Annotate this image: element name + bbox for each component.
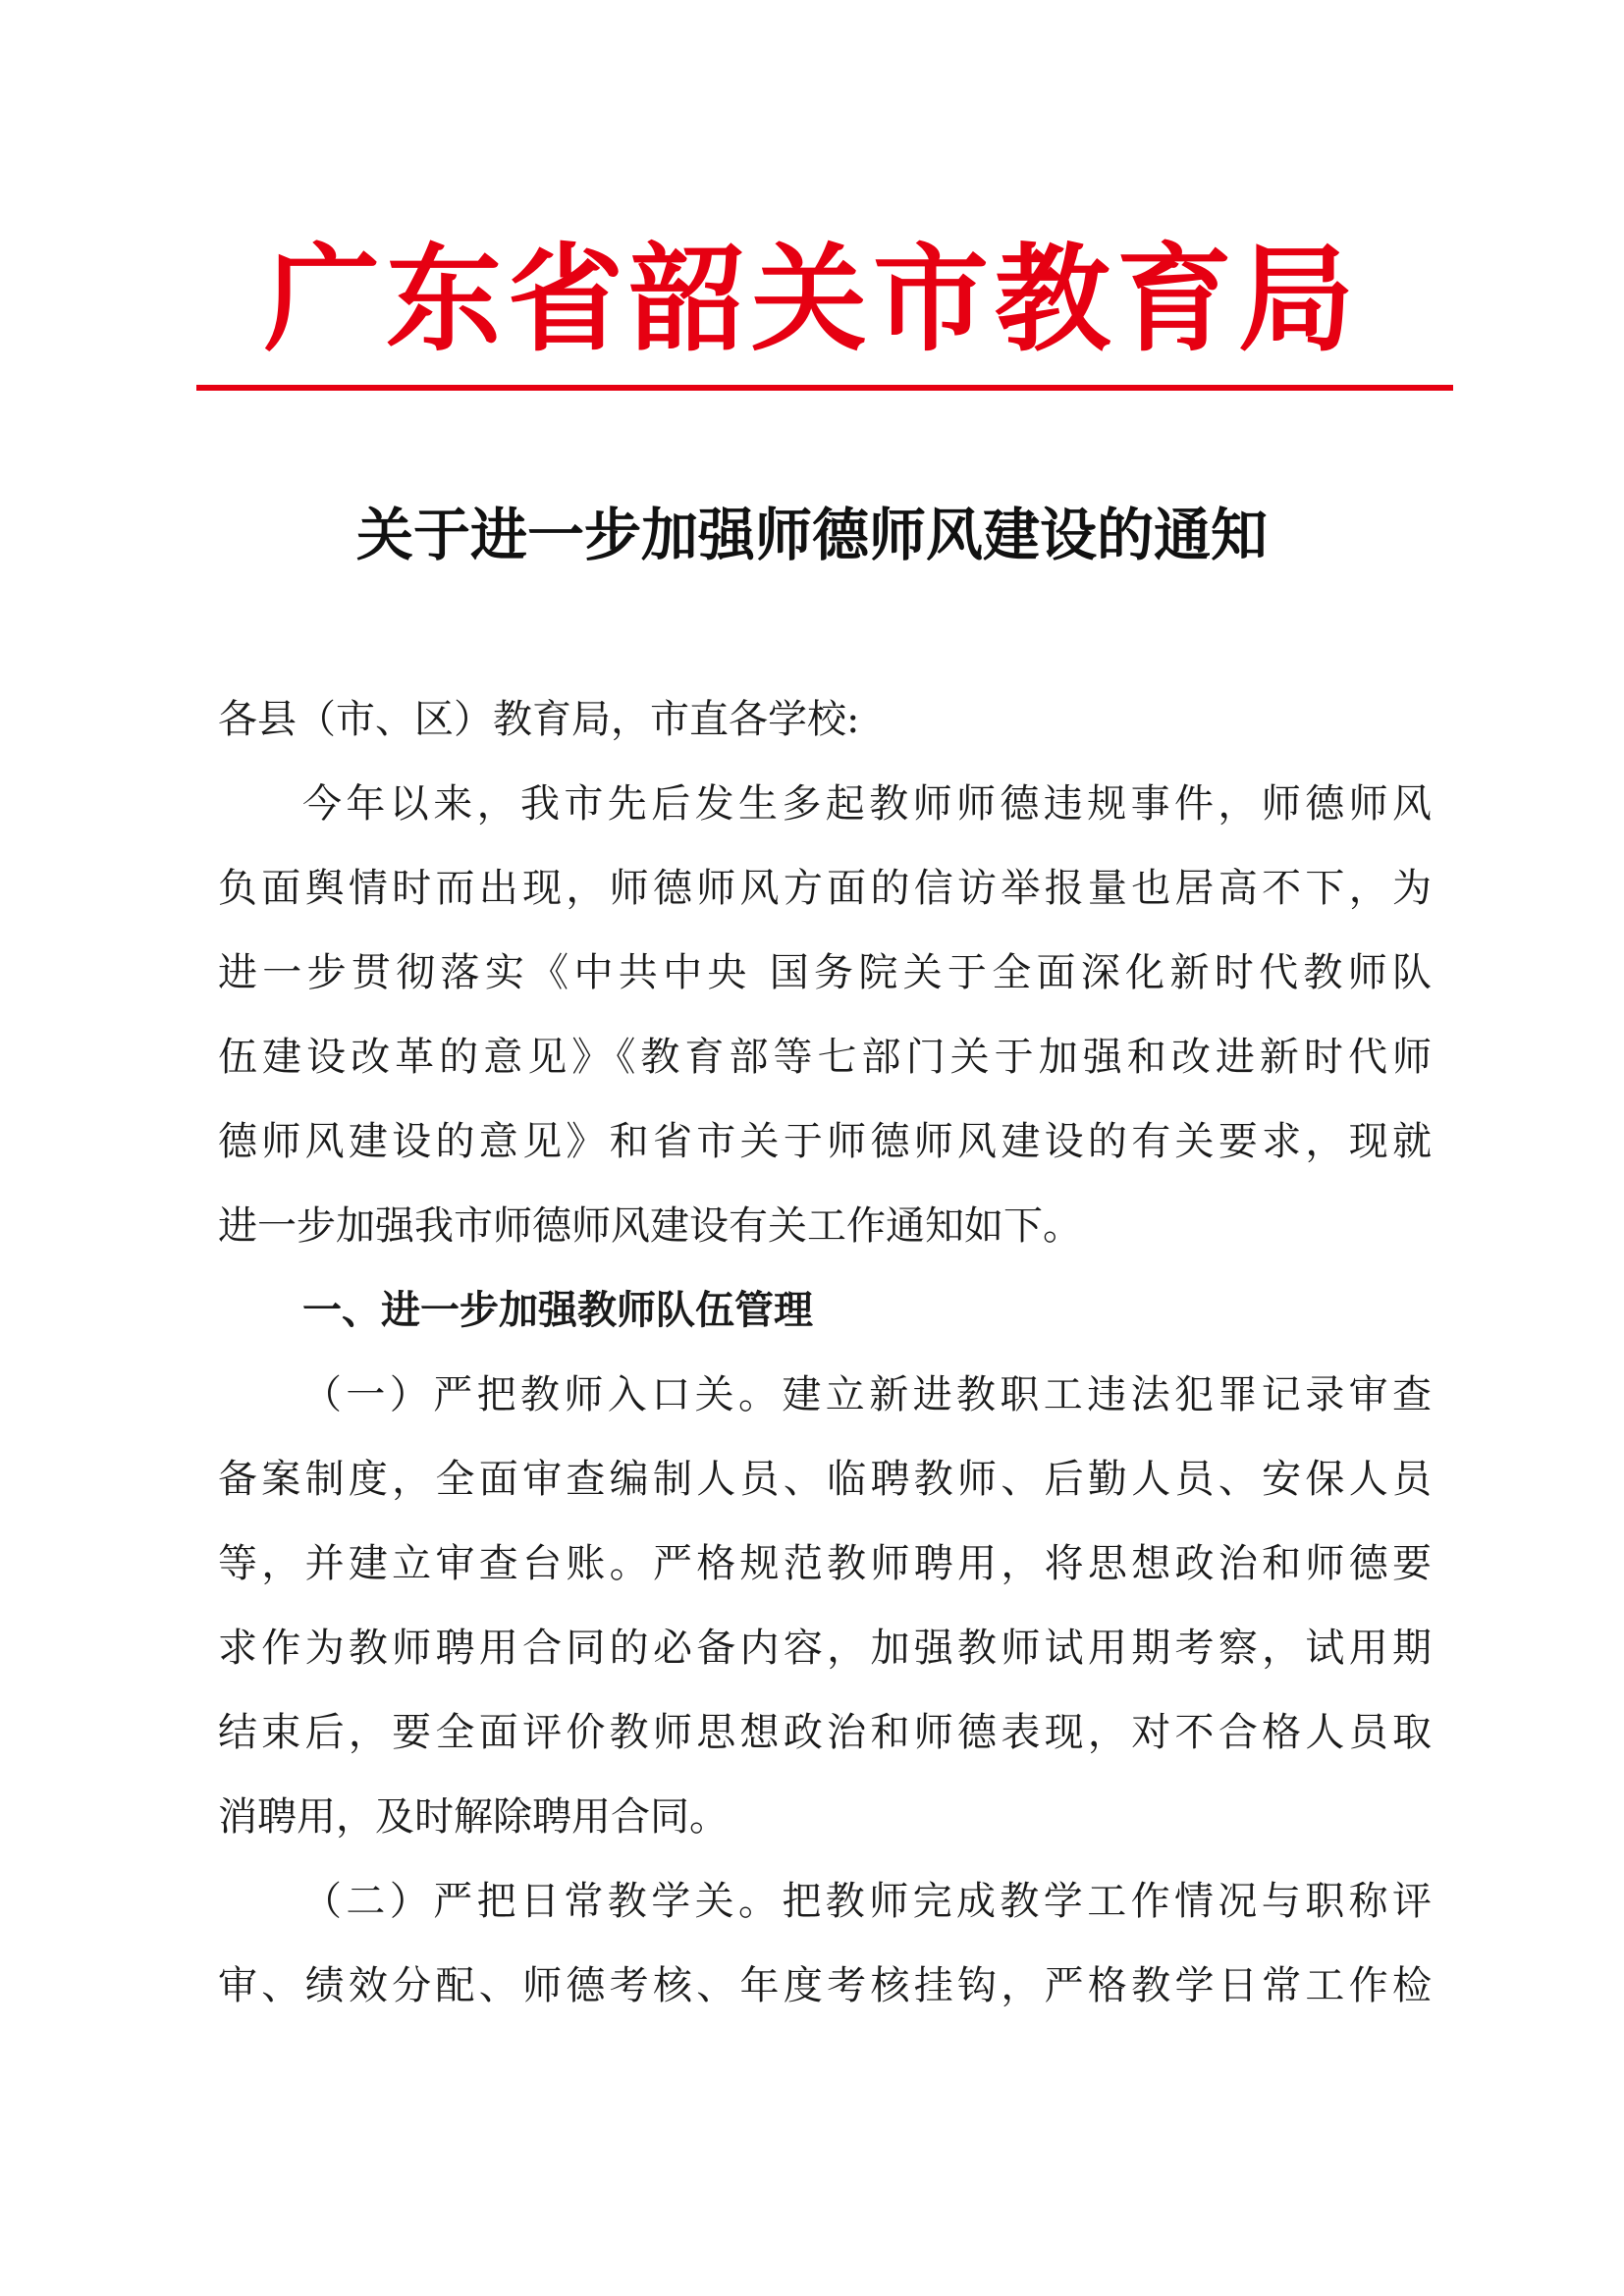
paragraph-line: 备案制度，全面审查编制人员、临聘教师、后勤人员、安保人员 [218, 1457, 1432, 1502]
paragraph-line: （二）严把日常教学关。把教师完成教学工作情况与职称评 [302, 1879, 1432, 1924]
paragraph-line: 进一步贯彻落实《中共中央 国务院关于全面深化新时代教师队 [218, 950, 1432, 995]
paragraph-line: 结束后，要全面评价教师思想政治和师德表现，对不合格人员取 [218, 1710, 1432, 1755]
paragraph-intro [218, 762, 1432, 1268]
document-title: 关于进一步加强师德师风建设的通知 [355, 502, 1268, 568]
paragraph-line: 今年以来，我市先后发生多起教师师德违规事件，师德师风 [302, 781, 1432, 827]
paragraph-line: 消聘用，及时解除聘用合同。 [218, 1794, 729, 1840]
paragraph-line: 进一步加强我市师德师风建设有关工作通知如下。 [218, 1203, 1082, 1249]
paragraph-line: （一）严把教师入口关。建立新进教职工违法犯罪记录审查 [302, 1372, 1432, 1417]
paragraph-item-2 [218, 1859, 1432, 2028]
paragraph-line: 求作为教师聘用合同的必备内容，加强教师试用期考察，试用期 [218, 1626, 1432, 1671]
paragraph-line: 审、绩效分配、师德考核、年度考核挂钩，严格教学日常工作检 [218, 1963, 1432, 2008]
masthead-red-rule [196, 385, 1453, 391]
salutation: 各县（市、区）教育局，市直各学校: [218, 697, 860, 742]
paragraph-item-1 [218, 1353, 1432, 1859]
section-heading: 一、进一步加强教师队伍管理 [302, 1288, 813, 1333]
paragraph-line: 德师风建设的意见》和省市关于师德师风建设的有关要求，现就 [218, 1119, 1432, 1164]
paragraph-line: 等，并建立审查台账。严格规范教师聘用，将思想政治和师德要 [218, 1541, 1432, 1586]
masthead: 广东省韶关市教育局 [263, 232, 1360, 367]
paragraph-line: 伍建设改革的意见》《教育部等七部门关于加强和改进新时代师 [218, 1035, 1432, 1080]
paragraph-line: 负面舆情时而出现，师德师风方面的信访举报量也居高不下，为 [218, 866, 1432, 911]
document-body [218, 677, 1432, 2028]
